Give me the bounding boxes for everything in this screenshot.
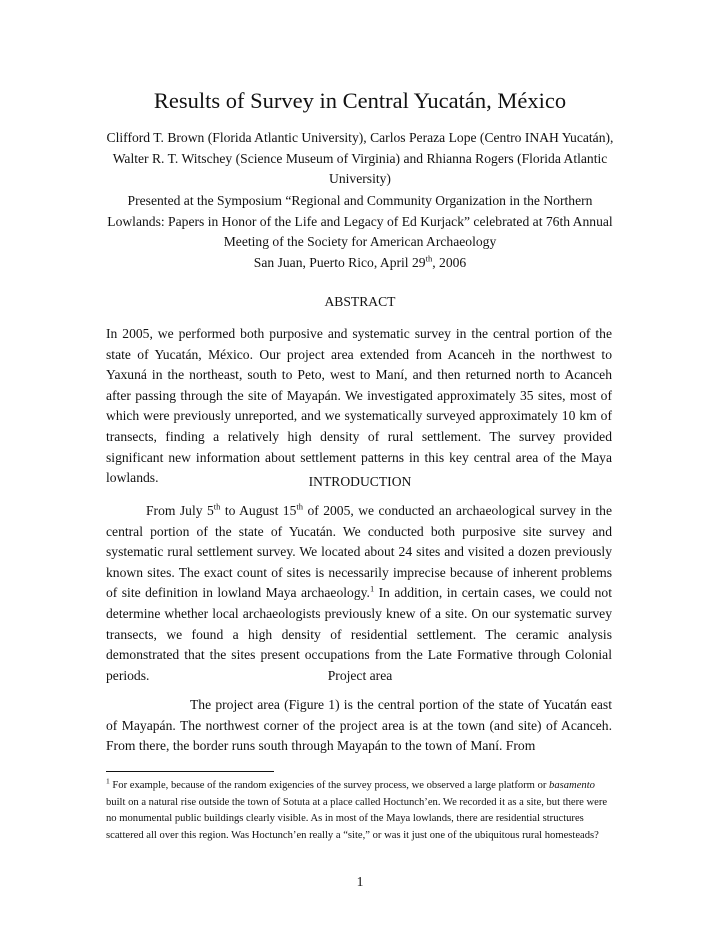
abstract-heading: ABSTRACT xyxy=(324,294,396,309)
abstract-paragraph: In 2005, we performed both purposive and systematic survey in the central portion of the state of Yucatán, México. Our project area extended from Acanceh in the northwest to Yaxuná in the northeast, south to Peto, west to Maní, and then returned north to Acanceh after passing through the site of Mayapán. We investigated approximately 35 sites, most of which were previously unreported, and we systematically surveyed approximately 10 km of transects, finding a relatively high density of rural settlement. The survey provided significant new information about settlement patterns in this key central area of the Maya lowlands. xyxy=(106,326,612,486)
project-area-paragraph xyxy=(106,695,612,757)
intro-text-3: of 2005, we conducted an archaeological survey in the central portion of the state of Yucatán. We conducted both purposive site survey and systematic rural settlement survey. We located about 24 sites and visited a dozen previously known sites. The exact count of sites is necessarily imprecise because of inherent problems of site definition in lowland Maya archaeology. xyxy=(106,503,612,601)
introduction-heading: INTRODUCTION xyxy=(308,474,412,489)
project-area-heading: Project area xyxy=(327,668,393,683)
paper-title: Results of Survey in Central Yucatán, México xyxy=(153,88,567,113)
place-date-text: San Juan, Puerto Rico, April 29 xyxy=(253,254,426,270)
page-number: 1 xyxy=(356,874,364,889)
footnote xyxy=(106,778,612,844)
footnote-mark: 1 xyxy=(106,776,110,786)
year-text: , 2006 xyxy=(432,254,467,270)
presentation-venue: Presented at the Symposium “Regional and Community Organization in the Northern Lowlands: Papers in Honor of the Life and Legacy of Ed Kurjack” celebrated at 76th Annual Meeting of the Society for American Archaeology xyxy=(107,193,613,250)
footnote-reference[interactable]: 1 xyxy=(369,583,375,594)
project-area-text: The project area (Figure 1) is the central portion of the state of Yucatán east of Mayapán. The northwest corner of the project area is at the town (and site) of Acanceh. From there, the border runs south through Mayapán to the town of Maní. From xyxy=(106,697,612,754)
author-list: Clifford T. Brown (Florida Atlantic University), Carlos Peraza Lope (Centro INAH Yucatán), Walter R. T. Witschey (Science Museum of Virginia) and Rhianna Rogers (Florida Atlantic University) xyxy=(106,130,614,187)
ordinal-sup-1: th xyxy=(213,501,221,512)
footnote-separator xyxy=(106,771,274,772)
footnote-text-1: For example, because of the random exigencies of the survey process, we observed a large platform or xyxy=(109,780,550,791)
date-ordinal: th xyxy=(425,253,433,264)
footnote-italic-term: basamento xyxy=(549,780,595,791)
introduction-paragraph xyxy=(106,501,612,686)
intro-text-1: From July 5 xyxy=(146,503,214,518)
intro-text-4: In addition, in certain cases, we could not determine whether local archaeologists previously knew of a site. On our systematic survey transects, we found a high density of residential settlement. The ceramic analysis demonstrated that the sites present occupations from the Late Formative through Colonial periods. xyxy=(106,585,612,683)
footnote-text-2: built on a natural rise outside the town of Sotuta at a place called Hoctunch’en. We recorded it as a site, but there were no monumental public buildings clearly visible. As in most of the Maya lowlands, there are residential structures scattered all over this region. Was Hoctunch’en really a “site,” or was it just one of the ubiquitous rural homesteads? xyxy=(106,796,608,841)
presentation-place-date xyxy=(254,255,466,270)
intro-text-2: to August 15 xyxy=(220,503,297,518)
presentation-note xyxy=(100,191,620,273)
ordinal-sup-2: th xyxy=(296,501,304,512)
